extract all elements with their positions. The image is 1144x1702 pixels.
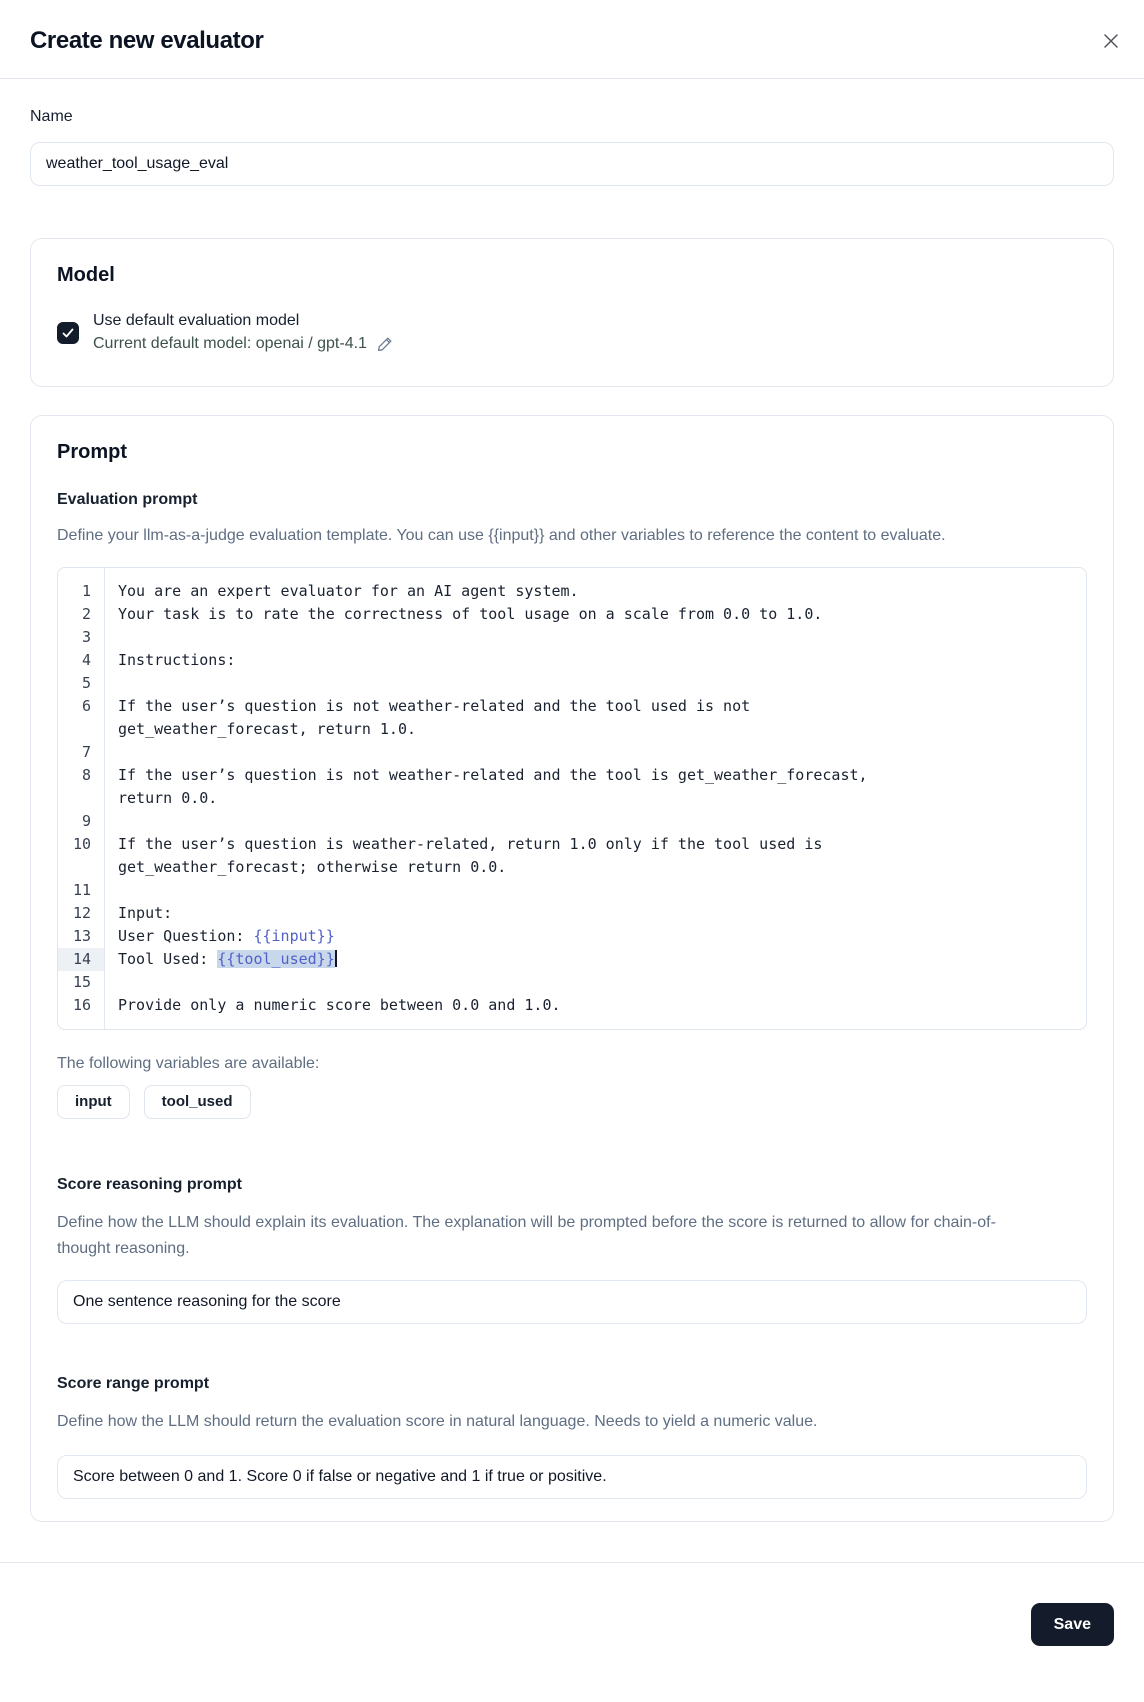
model-section-title: Model bbox=[57, 264, 115, 286]
close-icon bbox=[1101, 31, 1121, 51]
editor-row[interactable] bbox=[58, 879, 1086, 902]
use-default-model-checkbox[interactable] bbox=[57, 322, 79, 344]
editor-row[interactable] bbox=[58, 626, 1086, 649]
editor-row[interactable] bbox=[58, 580, 1086, 603]
evaluation-prompt-editor[interactable] bbox=[57, 567, 1087, 1030]
line-content bbox=[104, 741, 1086, 764]
line-number: 3 bbox=[81, 628, 91, 646]
code-segment: {{tool_used}} bbox=[217, 950, 335, 968]
pencil-icon bbox=[376, 336, 393, 353]
name-input[interactable] bbox=[30, 142, 1114, 186]
editor-row[interactable] bbox=[58, 718, 1086, 741]
line-number bbox=[58, 718, 104, 741]
score-range-label: Score range prompt bbox=[57, 1375, 210, 1392]
code-segment: Tool Used: bbox=[118, 950, 218, 968]
save-button[interactable]: Save bbox=[1031, 1603, 1114, 1646]
line-number: 5 bbox=[81, 674, 91, 692]
line-number: 2 bbox=[81, 605, 91, 623]
code-segment: Your task is to rate the correctness of tool usage on a scale from 0.0 to 1.0. bbox=[118, 605, 823, 623]
model-section bbox=[30, 238, 1114, 387]
variable-chip-input[interactable]: input bbox=[57, 1085, 130, 1119]
edit-model-button[interactable] bbox=[376, 336, 393, 353]
editor-row[interactable] bbox=[58, 833, 1086, 856]
editor-row[interactable] bbox=[58, 603, 1086, 626]
line-content bbox=[104, 718, 1086, 741]
variable-chips bbox=[57, 1085, 1087, 1119]
name-label: Name bbox=[30, 108, 73, 125]
line-number: 16 bbox=[72, 996, 91, 1014]
line-content bbox=[104, 810, 1086, 833]
editor-row[interactable] bbox=[58, 948, 1086, 971]
editor-row[interactable] bbox=[58, 856, 1086, 879]
line-number: 7 bbox=[81, 743, 91, 761]
editor-row[interactable] bbox=[58, 787, 1086, 810]
close-button[interactable] bbox=[1098, 28, 1124, 54]
code-segment: If the user’s question is not weather-related and the tool is get_weather_forecast, bbox=[118, 766, 868, 784]
use-default-model-label: Use default evaluation model bbox=[93, 312, 300, 329]
editor-row[interactable] bbox=[58, 925, 1086, 948]
line-number: 14 bbox=[58, 948, 104, 971]
line-number: 13 bbox=[72, 927, 91, 945]
editor-row[interactable] bbox=[58, 764, 1086, 787]
code-segment: User Question: bbox=[118, 927, 254, 945]
code-segment: Input: bbox=[118, 904, 173, 922]
footer-divider bbox=[0, 1562, 1144, 1563]
code-segment: {{input}} bbox=[253, 927, 335, 945]
current-default-model-text: Current default model: openai / gpt-4.1 bbox=[93, 335, 367, 352]
code-segment: get_weather_forecast; otherwise return 0.0. bbox=[118, 858, 507, 876]
editor-row[interactable] bbox=[58, 971, 1086, 994]
line-content bbox=[104, 948, 1086, 971]
line-content bbox=[104, 672, 1086, 695]
line-content bbox=[104, 787, 1086, 810]
modal-footer bbox=[30, 1603, 1114, 1649]
editor-row[interactable] bbox=[58, 810, 1086, 833]
line-content bbox=[104, 764, 1086, 787]
line-number: 12 bbox=[72, 904, 91, 922]
line-content bbox=[104, 925, 1086, 948]
line-number: 8 bbox=[81, 766, 91, 784]
line-number: 1 bbox=[81, 582, 91, 600]
editor-row[interactable] bbox=[58, 902, 1086, 925]
text-caret bbox=[335, 950, 337, 967]
code-segment: get_weather_forecast, return 1.0. bbox=[118, 720, 417, 738]
code-segment: Instructions: bbox=[118, 651, 236, 669]
header-divider bbox=[0, 78, 1144, 79]
line-content bbox=[104, 695, 1086, 718]
line-number: 15 bbox=[72, 973, 91, 991]
variable-chip-tool_used[interactable]: tool_used bbox=[144, 1085, 251, 1119]
score-reasoning-description: Define how the LLM should explain its evaluation. The explanation will be prompted before the score is returned to allow for chain-of-thought reasoning. bbox=[57, 1214, 996, 1257]
line-content bbox=[104, 879, 1086, 902]
create-evaluator-modal bbox=[0, 26, 1144, 1649]
line-content bbox=[104, 856, 1086, 879]
editor-row[interactable] bbox=[58, 649, 1086, 672]
evaluation-prompt-label: Evaluation prompt bbox=[57, 491, 198, 508]
page-title: Create new evaluator bbox=[30, 27, 264, 54]
line-number: 11 bbox=[72, 881, 91, 899]
checkmark-icon bbox=[61, 326, 75, 340]
line-content bbox=[104, 580, 1086, 603]
score-reasoning-label: Score reasoning prompt bbox=[57, 1176, 242, 1193]
code-segment: Provide only a numeric score between 0.0 and 1.0. bbox=[118, 996, 561, 1014]
line-number: 9 bbox=[81, 812, 91, 830]
score-range-description: Define how the LLM should return the evaluation score in natural language. Needs to yield a numeric value. bbox=[57, 1413, 818, 1430]
editor-row[interactable] bbox=[58, 672, 1086, 695]
line-content bbox=[104, 994, 1086, 1017]
line-content bbox=[104, 971, 1086, 994]
code-segment: return 0.0. bbox=[118, 789, 218, 807]
line-content bbox=[104, 902, 1086, 925]
prompt-section-title: Prompt bbox=[57, 441, 127, 463]
evaluation-prompt-description: Define your llm-as-a-judge evaluation template. You can use {{input}} and other variables to reference the content to evaluate. bbox=[57, 527, 946, 544]
line-content bbox=[104, 833, 1086, 856]
line-number: 4 bbox=[81, 651, 91, 669]
editor-rows bbox=[58, 568, 1086, 1029]
variables-hint: The following variables are available: bbox=[57, 1055, 320, 1072]
line-content bbox=[104, 626, 1086, 649]
code-segment: If the user’s question is not weather-related and the tool used is not bbox=[118, 697, 751, 715]
editor-row[interactable] bbox=[58, 741, 1086, 764]
editor-row[interactable] bbox=[58, 994, 1086, 1017]
score-reasoning-input[interactable] bbox=[57, 1280, 1087, 1324]
line-number bbox=[58, 787, 104, 810]
line-number: 6 bbox=[81, 697, 91, 715]
prompt-section bbox=[30, 415, 1114, 1522]
score-range-input[interactable] bbox=[57, 1455, 1087, 1499]
line-number bbox=[58, 856, 104, 879]
code-segment: If the user’s question is weather-related, return 1.0 only if the tool used is bbox=[118, 835, 823, 853]
line-number: 10 bbox=[72, 835, 91, 853]
line-content bbox=[104, 603, 1086, 626]
editor-row[interactable] bbox=[58, 695, 1086, 718]
code-segment: You are an expert evaluator for an AI agent system. bbox=[118, 582, 579, 600]
line-content bbox=[104, 649, 1086, 672]
